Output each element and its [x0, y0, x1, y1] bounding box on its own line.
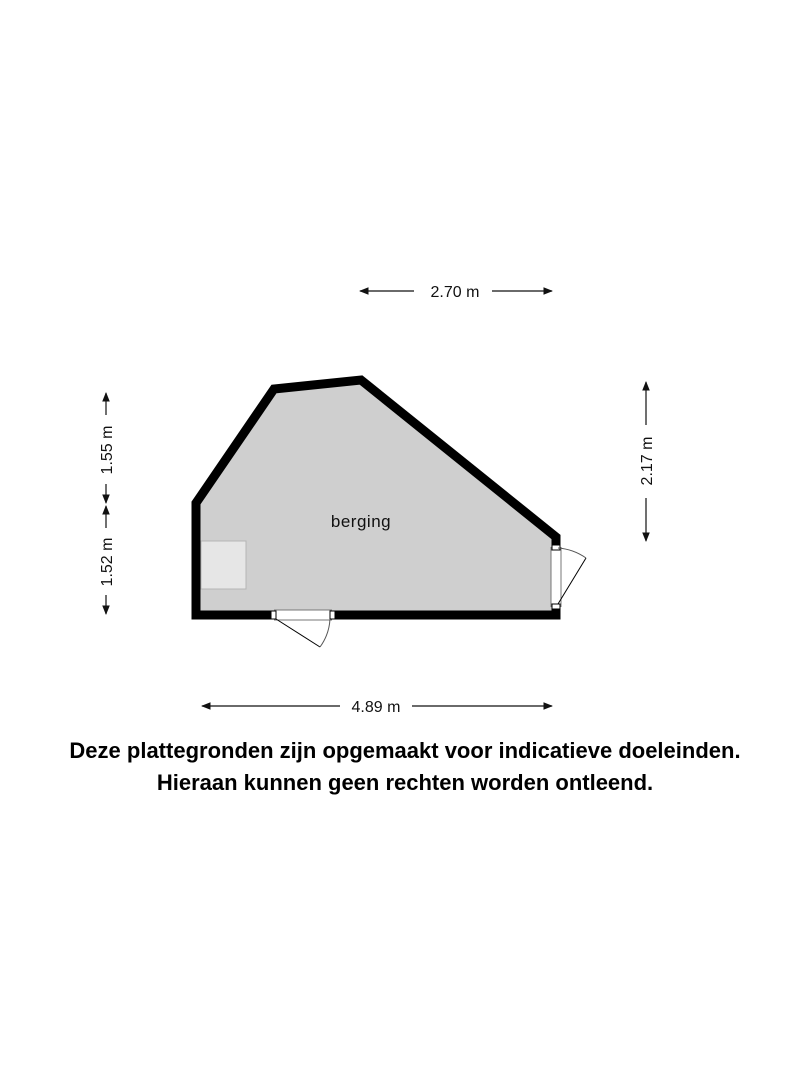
- dimension-top-label: 2.70 m: [430, 284, 480, 301]
- dimension-left-lower: [99, 506, 116, 614]
- dimension-left-lower-label: 1.52 m: [99, 537, 116, 587]
- dimension-top: [360, 284, 552, 301]
- room-label: berging: [330, 512, 392, 531]
- disclaimer: [0, 735, 810, 799]
- dimension-right-label: 2.17 m: [639, 436, 656, 486]
- right-door: [551, 545, 586, 609]
- dimension-right: [639, 382, 656, 541]
- dimension-left-upper: [99, 393, 116, 503]
- disclaimer-line-2: Hieraan kunnen geen rechten worden ontleend.: [156, 770, 654, 795]
- dimension-bottom-label: 4.89 m: [351, 699, 401, 716]
- bottom-door: [271, 610, 335, 647]
- dimension-left-upper-label: 1.55 m: [99, 425, 116, 475]
- dimension-bottom: [202, 699, 552, 716]
- storage-fixture: [201, 541, 246, 589]
- disclaimer-line-1: Deze plattegronden zijn opgemaakt voor indicatieve doeleinden.: [69, 738, 741, 763]
- room-floor-berging: [196, 380, 556, 615]
